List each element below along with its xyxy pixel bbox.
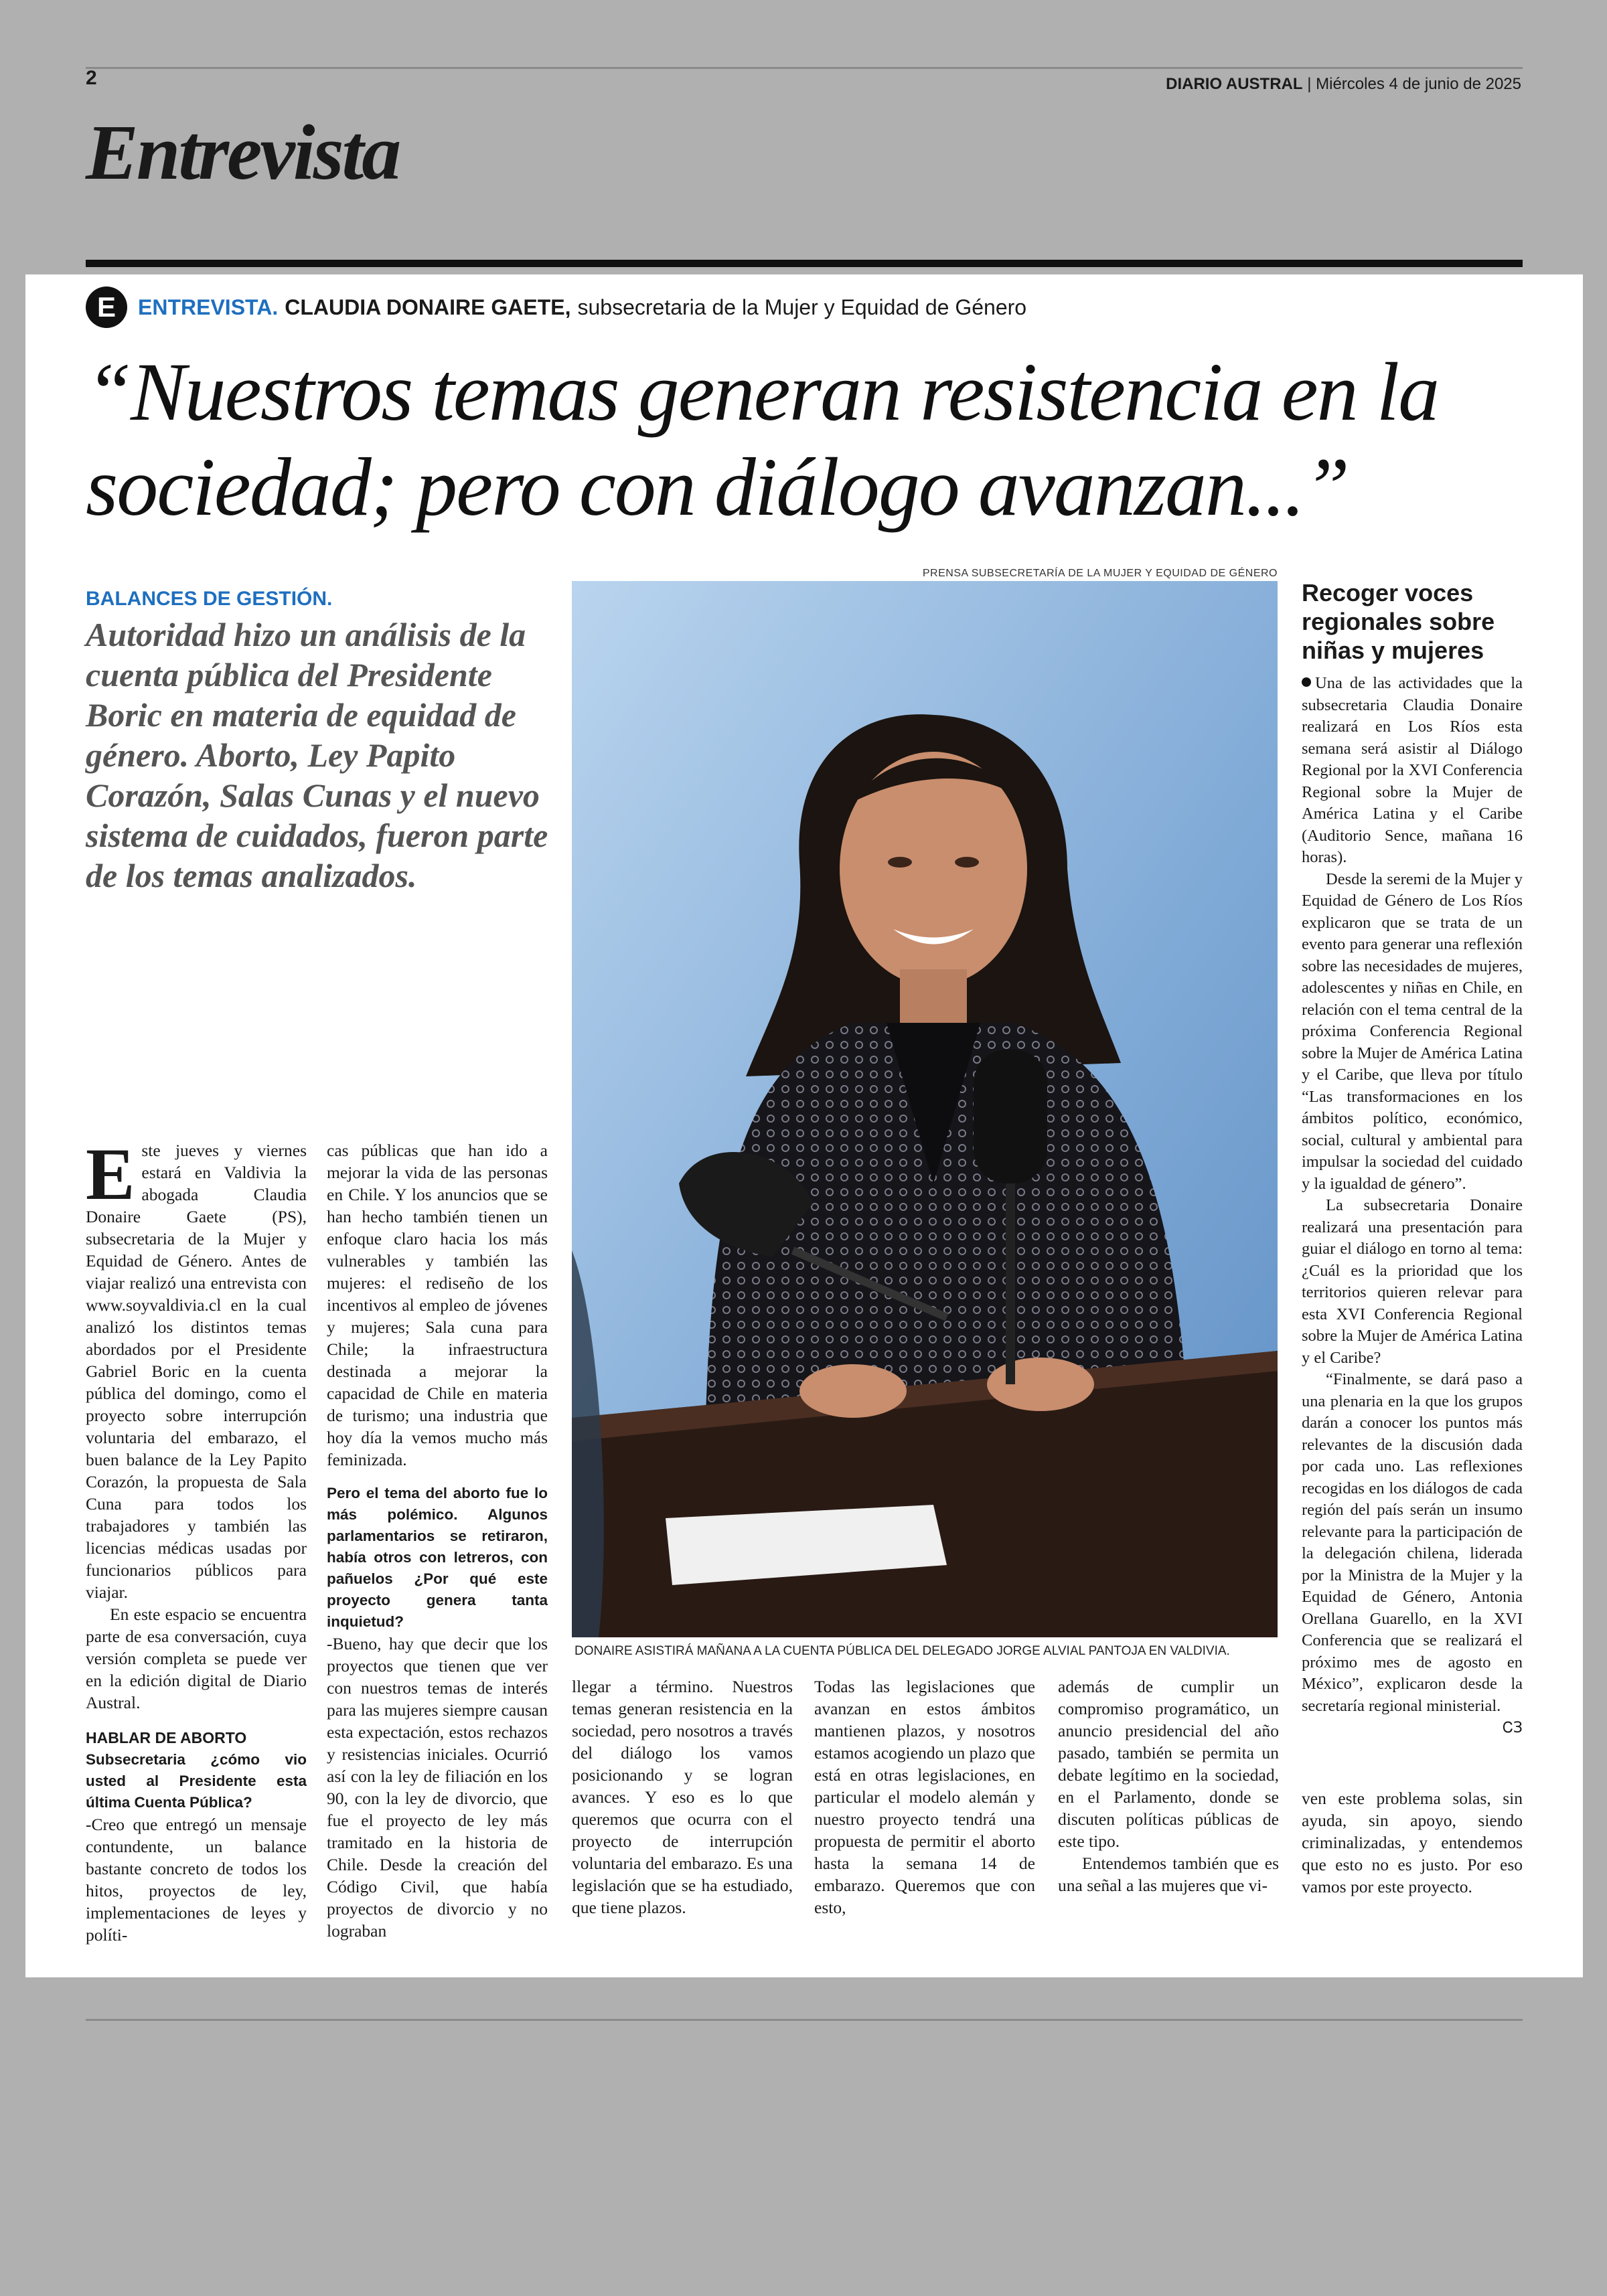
top-rule [86, 67, 1523, 69]
column-4-paragraph-1: Todas las legislaciones que avanzan en estos ámbitos mantienen plazos, y nosotros estamos acogiendo un plazo que está en otras legislaciones, en particular el modelo alemán y nuestro proyecto tendrá una propuesta de permitir el aborto hasta la semana 14 de embarazo. Queremos que con esto, [814, 1677, 1035, 1917]
issue-date: Miércoles 4 de junio de 2025 [1316, 75, 1521, 93]
body-column-3 [572, 1675, 793, 1918]
kicker [86, 284, 1026, 331]
question-1: Subsecretaria ¿cómo vio usted al Presidente esta última Cuenta Pública? [86, 1751, 307, 1811]
masthead [1166, 75, 1521, 94]
body-column-2 [327, 1139, 548, 1942]
page-number: 2 [86, 67, 97, 89]
column-5-paragraph-2: Entendemos también que es una señal a las mujeres que vi- [1058, 1854, 1279, 1895]
column-2-paragraph-1: cas públicas que han ido a mejorar la vida de las personas en Chile. Y los anuncios que se han hecho también tienen un enfoque claro hacia los más vulnerables y también las mujeres: el rediseño de los incentivos al empleo de jóvenes y mujeres; Sala cuna para Chile; la infraestructura destinada a mejorar la capacidad de Chile en materia de turismo; una industria que hoy día la vemos mucho más feminizada. [327, 1141, 548, 1469]
subhead-hablar-de-aborto: HABLAR DE ABORTO [86, 1729, 247, 1746]
photo-caption: DONAIRE ASISTIRÁ MAÑANA A LA CUENTA PÚBLICA DEL DELEGADO JORGE ALVIAL PANTOJA EN VALDIVIA. [575, 1644, 1230, 1658]
body-column-6 [1302, 1787, 1523, 1898]
drop-cap: E [86, 1133, 135, 1215]
column-3-paragraph-1: llegar a término. Nuestros temas generan resistencia en la sociedad, pero nosotros a través del diálogo los vamos posicionando y se logran avances. Y eso es lo que queremos que ocurra con el proyecto de interrupción voluntaria del embarazo. Es una legislación que se ha estudiado, que tiene plazos. [572, 1677, 793, 1917]
column-2-paragraph-2: -Bueno, hay que decir que los proyectos que tienen que ver con nuestros temas de interés para las mujeres siempre causan esta expectación, estos rechazos y resistencias iniciales. Ocurrió así con la ley de filiación en los 90, con la ley de divorcio, que fue el proyecto de ley más tramitado en la historia de Chile. Desde la creación del Código Civil, que había proyectos de divorcio y no lograban [327, 1634, 548, 1941]
headline: “Nuestros temas generan resistencia en la sociedad; pero con diálogo avanzan...” [86, 346, 1439, 533]
sidebar-title: Recoger voces regionales sobre niñas y mujeres [1302, 579, 1495, 664]
column-1-paragraph-3: -Creo que entregó un mensaje contundente, un balance bastante concreto de todos los hitos, proyectos de ley, implementaciones de leyes y políti- [86, 1815, 307, 1945]
column-6-paragraph-1: ven este problema solas, sin ayuda, sin apoyo, siendo criminalizadas, y entendemos que esto no es justo. Por eso vamos por este proyecto. [1302, 1789, 1523, 1896]
kicker-name: CLAUDIA DONAIRE GAETE, [285, 295, 571, 319]
column-5-paragraph-1: además de cumplir un compromiso programático, un anuncio presidencial del año pasado, también se permita un debate legítimo en la sociedad, en el Parlamento, donde se discuten políticas públicas de este tipo. [1058, 1677, 1279, 1851]
kicker-tag: ENTREVISTA. [138, 295, 279, 319]
sidebar-paragraph-1: Una de las actividades que la subsecretaria Claudia Donaire realizará en Los Ríos esta semana será asistir al Diálogo Regional por la XVI Conferencia Regional sobre la Mujer de América Latina y el Caribe (Auditorio Sence, mañana 16 horas). [1302, 674, 1523, 866]
section-title: Entrevista [86, 108, 400, 196]
body-column-4 [814, 1675, 1035, 1918]
interview-photo [572, 581, 1278, 1637]
kicker-role: subsecretaria de la Mujer y Equidad de Género [577, 295, 1027, 319]
sidebar-paragraph-4: “Finalmente, se dará paso a una plenaria en la que los grupos darán a conocer los puntos más relevantes de la discusión dada por cada uno. Las reflexiones recogidas en los diálogos de cada región del país serán un insumo relevante para la participación de la delegación chilena, liderada por la Ministra de la Mujer y la Equidad de Género, Antonia Orellana Guarello, en la XVI Conferencia que se realizará el próximo mes de agosto en México”, explicaron desde la secretaría regional ministerial. [1302, 1370, 1523, 1715]
date-separator: | [1302, 75, 1316, 93]
deck-tag: BALANCES DE GESTIÓN. [86, 588, 333, 610]
bottom-rule [86, 2019, 1523, 2021]
sidebar-paragraph-3: La subsecretaria Donaire realizará una presentación para guiar el diálogo en torno al tema: ¿Cuál es la prioridad que los territorios quieren relevar para esta XVI Conferencia Regional sobre la Mujer de América Latina y el Caribe? [1302, 1196, 1523, 1367]
section-rule [86, 260, 1523, 267]
entrevista-badge: E [86, 286, 127, 328]
bullet-icon [1302, 677, 1311, 687]
body-column-5 [1058, 1675, 1279, 1896]
publication-name: DIARIO AUSTRAL [1166, 75, 1303, 93]
sidebar-paragraph-2: Desde la seremi de la Mujer y Equidad de Género de Los Ríos explicaron que se trata de un evento para generar una reflexión sobre las necesidades de mujeres, adolescentes y niñas en Chile, en relación con el tema central de la próxima Conferencia Regional sobre la Mujer de América Latina y el Caribe, que lleva por título “Las transformaciones en los ámbitos político, económico, social, cultural y ambiental para impulsar la sociedad del cuidado y la igualdad de género”. [1302, 870, 1523, 1193]
sidebar-body [1302, 673, 1523, 1740]
photo-illustration [572, 581, 1278, 1637]
column-1-paragraph-2: En este espacio se encuentra parte de esa conversación, cuya versión completa se puede ver en la edición digital de Diario Austral. [86, 1605, 307, 1712]
body-column-1 [86, 1133, 307, 1946]
column-1-paragraph-1: ste jueves y viernes estará en Valdivia la abogada Claudia Donaire Gaete (PS), subsecretaria de la Mujer y Equidad de Género. Antes de viajar realizó una entrevista con www.soyvaldivia.cl en la cual analizó los distintos temas abordados por el Presidente Gabriel Boric en la cuenta pública del domingo, como el proyecto sobre interrupción voluntaria del embarazo, el buen balance de la Ley Papito Corazón, la propuesta de Sala Cuna para todos los trabajadores y también las licencias médicas usadas por funcionarios públicos para viajar. [86, 1141, 307, 1602]
end-mark-icon: ᏟЗ [1503, 1720, 1523, 1736]
question-2: Pero el tema del aborto fue lo más polémico. Algunos parlamentarios se retiraron, había otros con letreros, con pañuelos ¿Por qué este proyecto genera tanta inquietud? [327, 1485, 548, 1630]
photo-credit: PRENSA SUBSECRETARÍA DE LA MUJER Y EQUIDAD DE GÉNERO [922, 568, 1278, 579]
deck: Autoridad hizo un análisis de la cuenta pública del Presidente Boric en materia de equidad de género. Aborto, Ley Papito Corazón, Salas Cunas y el nuevo sistema de cuidados, fueron parte de los temas analizados. [86, 616, 548, 894]
